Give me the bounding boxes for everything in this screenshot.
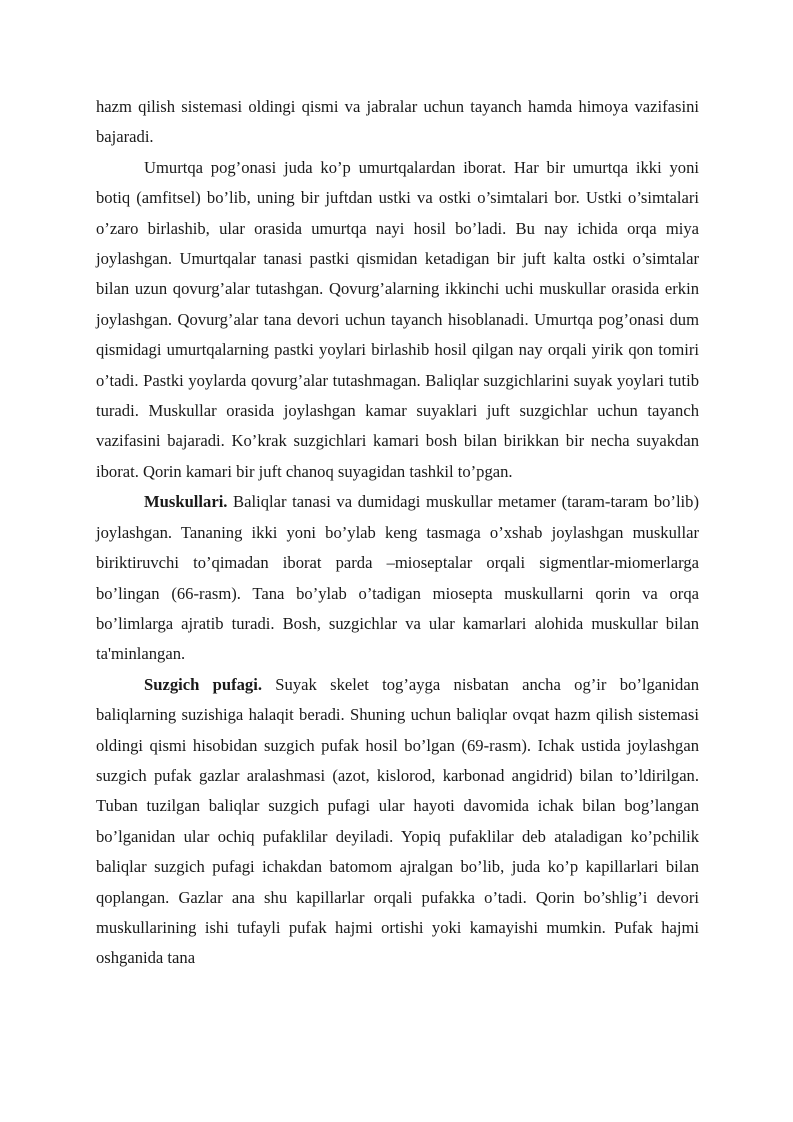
paragraph-swim-bladder (96, 670, 699, 974)
document-page (96, 92, 699, 974)
paragraph-vertebral-column (96, 153, 699, 487)
paragraph-muscles (96, 487, 699, 669)
paragraph-text: Baliqlar tanasi va dumidagi muskullar metamer (taram-taram bo’lib) joylashgan. Tananing ikki yoni bo’ylab keng tasmaga o’xshab joylashgan muskullar biriktiruvchi to’qimadan iborat parda –mioseptalar orqali sigmentlar-miomerlarga bo’lingan (66-rasm). Tana bo’ylab o’tadigan miosepta muskullarni qorin va orqa bo’limlarga ajratib turadi. Bosh, suzgichlar va ular kamarlari alohida muskullar bilan ta'minlangan. (96, 492, 699, 664)
paragraph-text: Suyak skelet tog’ayga nisbatan ancha og’ir bo’lganidan baliqlarning suzishiga halaqit beradi. Shuning uchun baliqlar ovqat hazm qilish sistemasi oldingi qismi hisobidan suzgich pufak hosil bo’lgan (69-rasm). Ichak ustida joylashgan suzgich pufak gazlar aralashmasi (azot, kislorod, karbonad angidrid) bilan to’ldirilgan. Tuban tuzilgan baliqlar suzgich pufagi ular hayoti davomida ichak bilan bog’langan bo’lganidan ular ochiq pufaklilar deyiladi. Yopiq pufaklilar deb ataladigan ko’pchilik baliqlar suzgich pufagi ichakdan batomom ajralgan bo’lib, juda ko’p kapillarlari bilan qoplangan. Gazlar ana shu kapillarlar orqali pufakka o’tadi. Qorin bo’shlig’i devori muskullarining ishi tufayli pufak hajmi ortishi yoki kamayishi mumkin. Pufak hajmi oshganida tana (96, 674, 699, 968)
paragraph-heading: Suzgich pufagi. (144, 674, 262, 694)
paragraph-continuation (96, 92, 699, 153)
paragraph-text: hazm qilish sistemasi oldingi qismi va jabralar uchun tayanch hamda himoya vazifasini bajaradi. (96, 97, 699, 147)
paragraph-text: Umurtqa pog’onasi juda ko’p umurtqalardan iborat. Har bir umurtqa ikki yoni botiq (amfitsel) bo’lib, uning bir juftdan ustki va ostki o’simtalari bor. Ustki o’simtalari o’zaro birlashib, ular orasida umurtqa nayi hosil bo’ladi. Bu nay ichida orqa miya joylashgan. Umurtqalar tanasi pastki qismidan ketadigan bir juft kalta ostki o’simtalar bilan uzun qovurg’alar tutashgan. Qovurg’alarning ikkinchi uchi muskullar orasida erkin joylashgan. Qovurg’alar tana devori uchun tayanch hisoblanadi. Umurtqa pog’onasi dum qismidagi umurtqalarning pastki yoylari birlashib hosil qilgan nay orqali yirik qon tomiri o’tadi. Pastki yoylarda qovurg’alar tutashmagan. Baliqlar suzgichlarini suyak yoylari tutib turadi. Muskullar orasida joylashgan kamar suyaklari juft suzgichlar uchun tayanch vazifasini bajaradi. Ko’krak suzgichlari kamari bosh bilan birikkan bir necha suyakdan iborat. Qorin kamari bir juft chanoq suyagidan tashkil to’pgan. (96, 157, 699, 481)
paragraph-heading: Muskullari. (144, 492, 228, 512)
